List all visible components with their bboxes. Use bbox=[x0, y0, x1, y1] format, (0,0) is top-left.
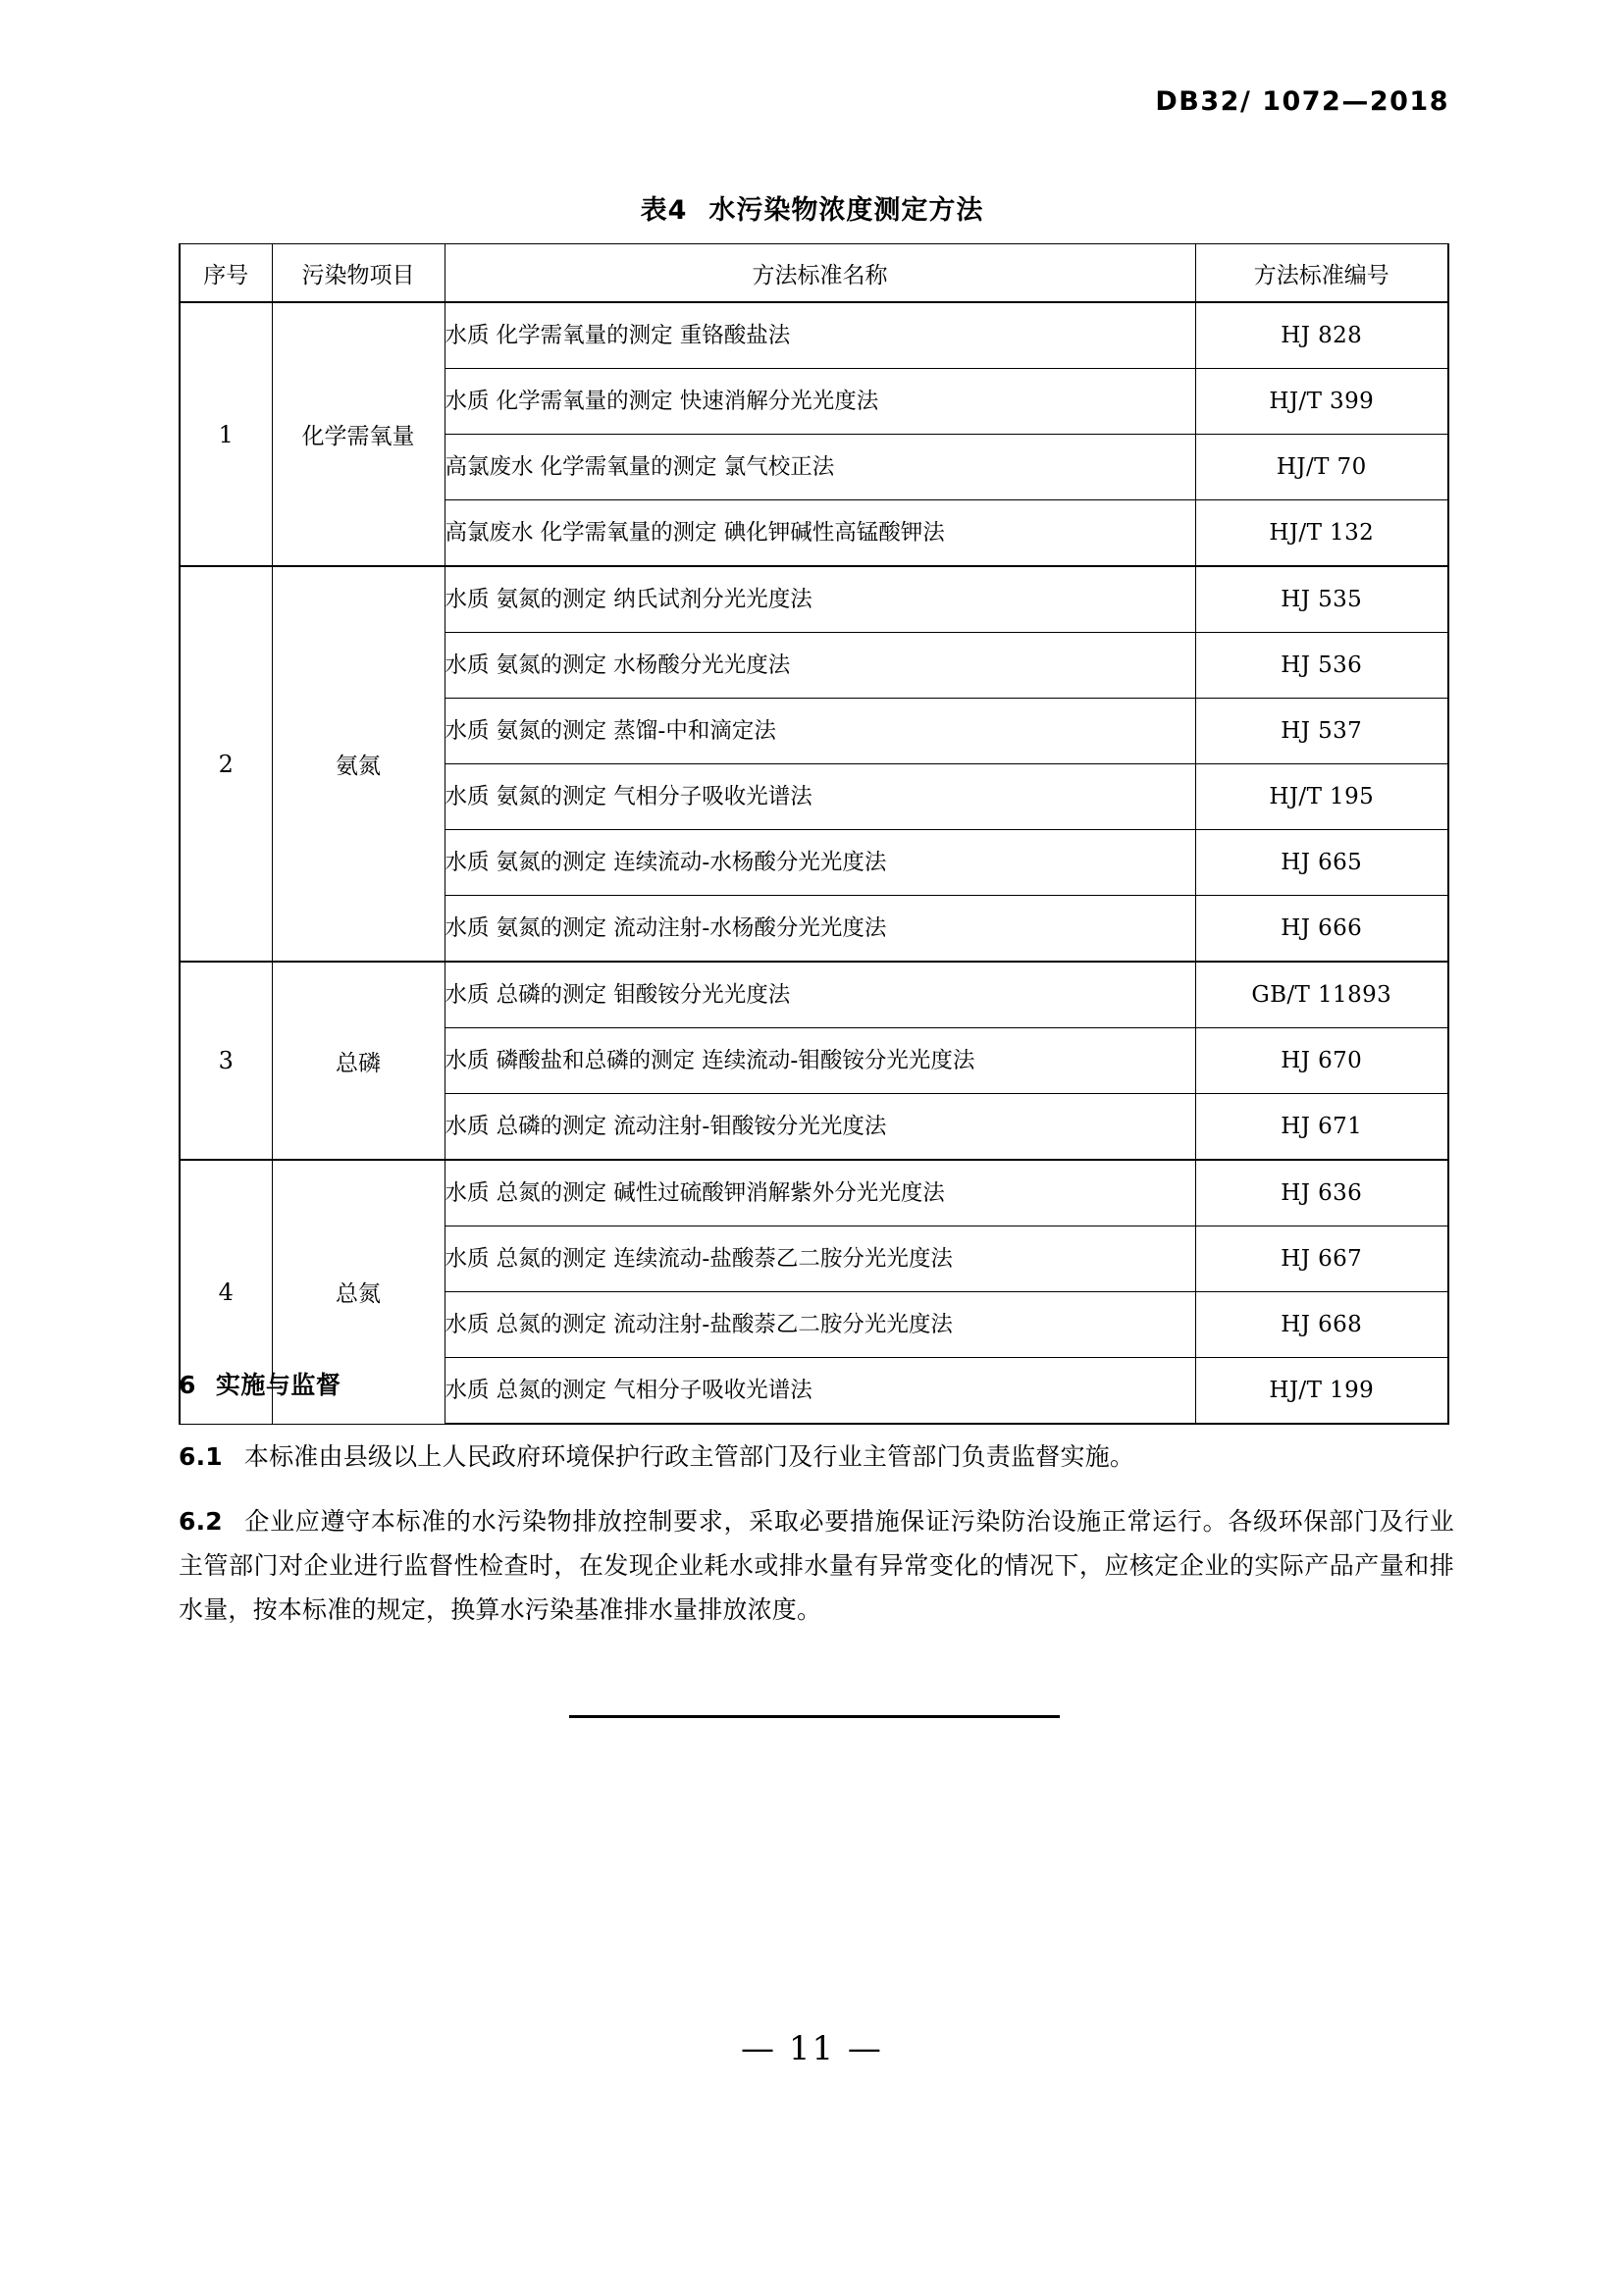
cell-method-standard-name: 水质 总氮的测定 连续流动-盐酸萘乙二胺分光光度法 bbox=[445, 1226, 1195, 1292]
horizontal-divider bbox=[569, 1715, 1060, 1718]
cell-method-standard-code: GB/T 11893 bbox=[1195, 962, 1448, 1028]
column-header-pollutant: 污染物项目 bbox=[272, 244, 445, 303]
section-heading bbox=[179, 1366, 341, 1401]
cell-sequence-number: 2 bbox=[180, 566, 272, 962]
clause-6-2-text: 企业应遵守本标准的水污染物排放控制要求，采取必要措施保证污染防治设施正常运行。各级环保部门及行业主管部门对企业进行监督性检查时，在发现企业耗水或排水量有异常变化的情况下，应核定企业的实际产品产量和排水量，按本标准的规定，换算水污染基准排水量排放浓度。 bbox=[179, 1507, 1454, 1624]
cell-method-standard-code: HJ/T 132 bbox=[1195, 500, 1448, 567]
section-number: 6 bbox=[179, 1371, 196, 1399]
cell-method-standard-name: 水质 总氮的测定 流动注射-盐酸萘乙二胺分光光度法 bbox=[445, 1292, 1195, 1358]
cell-method-standard-name: 水质 氨氮的测定 气相分子吸收光谱法 bbox=[445, 764, 1195, 830]
table-caption bbox=[0, 188, 1624, 227]
cell-sequence-number: 3 bbox=[180, 962, 272, 1160]
methods-table-body bbox=[180, 244, 1448, 1425]
cell-method-standard-code: HJ 636 bbox=[1195, 1160, 1448, 1226]
cell-method-standard-name: 水质 氨氮的测定 连续流动-水杨酸分光光度法 bbox=[445, 830, 1195, 896]
cell-method-standard-name: 水质 氨氮的测定 纳氏试剂分光光度法 bbox=[445, 566, 1195, 633]
column-header-method-code: 方法标准编号 bbox=[1195, 244, 1448, 303]
cell-method-standard-code: HJ 537 bbox=[1195, 699, 1448, 764]
cell-method-standard-name: 高氯废水 化学需氧量的测定 氯气校正法 bbox=[445, 435, 1195, 500]
cell-method-standard-name: 水质 磷酸盐和总磷的测定 连续流动-钼酸铵分光光度法 bbox=[445, 1028, 1195, 1094]
cell-pollutant-item: 化学需氧量 bbox=[272, 302, 445, 566]
water-pollutant-methods-table bbox=[179, 243, 1449, 1425]
column-header-method-name: 方法标准名称 bbox=[445, 244, 1195, 303]
clause-6-2-number: 6.2 bbox=[179, 1507, 223, 1536]
cell-method-standard-code: HJ 668 bbox=[1195, 1292, 1448, 1358]
cell-method-standard-code: HJ 670 bbox=[1195, 1028, 1448, 1094]
cell-method-standard-name: 水质 总磷的测定 钼酸铵分光光度法 bbox=[445, 962, 1195, 1028]
cell-method-standard-code: HJ/T 199 bbox=[1195, 1358, 1448, 1425]
cell-method-standard-code: HJ/T 70 bbox=[1195, 435, 1448, 500]
methods-table-wrapper bbox=[179, 243, 1447, 1425]
table-row bbox=[180, 302, 1448, 369]
cell-method-standard-code: HJ 828 bbox=[1195, 302, 1448, 369]
cell-method-standard-name: 高氯废水 化学需氧量的测定 碘化钾碱性高锰酸钾法 bbox=[445, 500, 1195, 567]
cell-sequence-number: 1 bbox=[180, 302, 272, 566]
cell-method-standard-code: HJ/T 399 bbox=[1195, 369, 1448, 435]
document-header-standard-code: DB32/ 1072—2018 bbox=[1155, 86, 1449, 117]
cell-method-standard-code: HJ 666 bbox=[1195, 896, 1448, 963]
cell-method-standard-code: HJ 536 bbox=[1195, 633, 1448, 699]
cell-pollutant-item: 氨氮 bbox=[272, 566, 445, 962]
cell-method-standard-code: HJ 671 bbox=[1195, 1094, 1448, 1161]
clause-6-1-number: 6.1 bbox=[179, 1442, 223, 1471]
clause-6-1-text: 本标准由县级以上人民政府环境保护行政主管部门及行业主管部门负责监督实施。 bbox=[243, 1442, 1135, 1471]
table-row bbox=[180, 962, 1448, 1028]
cell-method-standard-name: 水质 氨氮的测定 蒸馏-中和滴定法 bbox=[445, 699, 1195, 764]
cell-pollutant-item: 总磷 bbox=[272, 962, 445, 1160]
column-header-no: 序号 bbox=[180, 244, 272, 303]
cell-method-standard-name: 水质 总磷的测定 流动注射-钼酸铵分光光度法 bbox=[445, 1094, 1195, 1161]
clause-6-1 bbox=[179, 1435, 1454, 1479]
page-number-footer: — 11 — bbox=[741, 2029, 883, 2068]
methods-table-header-row bbox=[180, 244, 1448, 303]
cell-method-standard-code: HJ 535 bbox=[1195, 566, 1448, 633]
table-caption-text: 水污染物浓度测定方法 bbox=[708, 195, 984, 226]
cell-method-standard-code: HJ/T 195 bbox=[1195, 764, 1448, 830]
cell-sequence-number: 4 bbox=[180, 1160, 272, 1424]
section-title: 实施与监督 bbox=[215, 1371, 341, 1399]
cell-method-standard-name: 水质 总氮的测定 碱性过硫酸钾消解紫外分光光度法 bbox=[445, 1160, 1195, 1226]
cell-method-standard-name: 水质 总氮的测定 气相分子吸收光谱法 bbox=[445, 1358, 1195, 1425]
cell-method-standard-name: 水质 氨氮的测定 水杨酸分光光度法 bbox=[445, 633, 1195, 699]
cell-method-standard-name: 水质 氨氮的测定 流动注射-水杨酸分光光度法 bbox=[445, 896, 1195, 963]
table-caption-label: 表4 bbox=[640, 195, 688, 226]
cell-method-standard-name: 水质 化学需氧量的测定 快速消解分光光度法 bbox=[445, 369, 1195, 435]
cell-method-standard-code: HJ 667 bbox=[1195, 1226, 1448, 1292]
table-row bbox=[180, 566, 1448, 633]
cell-pollutant-item: 总氮 bbox=[272, 1160, 445, 1424]
cell-method-standard-code: HJ 665 bbox=[1195, 830, 1448, 896]
table-row bbox=[180, 1160, 1448, 1226]
clause-6-2 bbox=[179, 1499, 1454, 1632]
cell-method-standard-name: 水质 化学需氧量的测定 重铬酸盐法 bbox=[445, 302, 1195, 369]
